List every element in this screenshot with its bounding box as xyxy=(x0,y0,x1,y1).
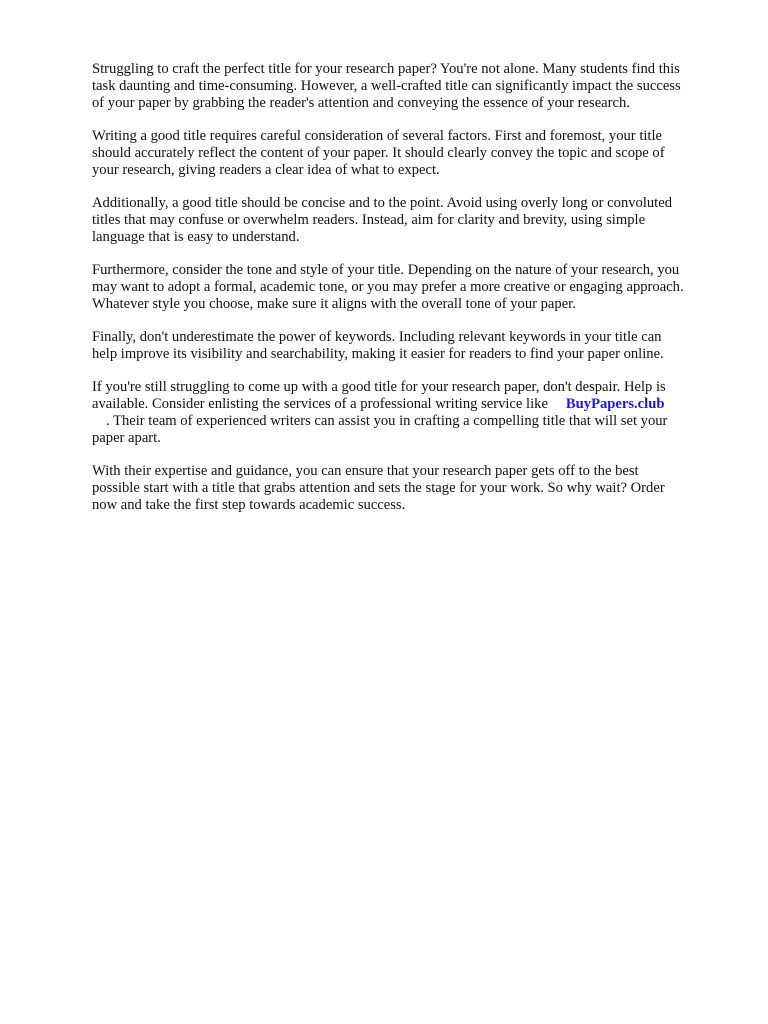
text-line: language that is easy to understand. xyxy=(92,229,300,245)
text-line: Writing a good title requires careful consideration of several factors. First and foremost, your title xyxy=(92,128,663,144)
text-line: . Their team of experienced writers can assist you in crafting a compelling title that will set your xyxy=(106,413,668,429)
buypapers-link[interactable]: BuyPapers.club xyxy=(565,396,665,412)
paragraph-title-factors xyxy=(92,128,722,179)
text-line: Additionally, a good title should be concise and to the point. Avoid using overly long or convoluted xyxy=(92,195,673,211)
text-line: task daunting and time-consuming. However, a well-crafted title can significantly impact the success xyxy=(92,78,681,94)
text-line: paper apart. xyxy=(92,430,161,446)
paragraph-concise xyxy=(92,195,722,246)
cta-text: available. Consider enlisting the services of a professional writing service like xyxy=(92,396,548,412)
text-line: help improve its visibility and searchability, making it easier for readers to find your paper online. xyxy=(92,346,664,362)
text-line: Struggling to craft the perfect title for your research paper? You're not alone. Many students find this xyxy=(92,61,680,77)
text-line: of your paper by grabbing the reader's attention and conveying the essence of your research. xyxy=(92,95,630,111)
text-line-with-link xyxy=(92,396,722,413)
paragraph-cta xyxy=(92,379,722,447)
paragraph-keywords xyxy=(92,329,722,363)
text-line: Furthermore, consider the tone and style of your title. Depending on the nature of your research, you xyxy=(92,262,680,278)
text-line: should accurately reflect the content of your paper. It should clearly convey the topic and scope of xyxy=(92,145,665,161)
paragraph-intro xyxy=(92,61,722,112)
text-line: may want to adopt a formal, academic tone, or you may prefer a more creative or engaging approach. xyxy=(92,279,684,295)
paragraph-tone xyxy=(92,262,722,313)
text-line: now and take the first step towards academic success. xyxy=(92,497,406,513)
text-line: If you're still struggling to come up with a good title for your research paper, don't despair. Help is xyxy=(92,379,666,395)
paragraph-closing xyxy=(92,463,722,514)
text-line: titles that may confuse or overwhelm readers. Instead, aim for clarity and brevity, using simple xyxy=(92,212,646,228)
text-line: possible start with a title that grabs attention and sets the stage for your work. So why wait? Order xyxy=(92,480,665,496)
text-line: Whatever style you choose, make sure it aligns with the overall tone of your paper. xyxy=(92,296,576,312)
text-line: With their expertise and guidance, you can ensure that your research paper gets off to the best xyxy=(92,463,639,479)
document-page xyxy=(92,61,722,530)
text-line: your research, giving readers a clear idea of what to expect. xyxy=(92,162,440,178)
text-line: Finally, don't underestimate the power of keywords. Including relevant keywords in your title can xyxy=(92,329,662,345)
